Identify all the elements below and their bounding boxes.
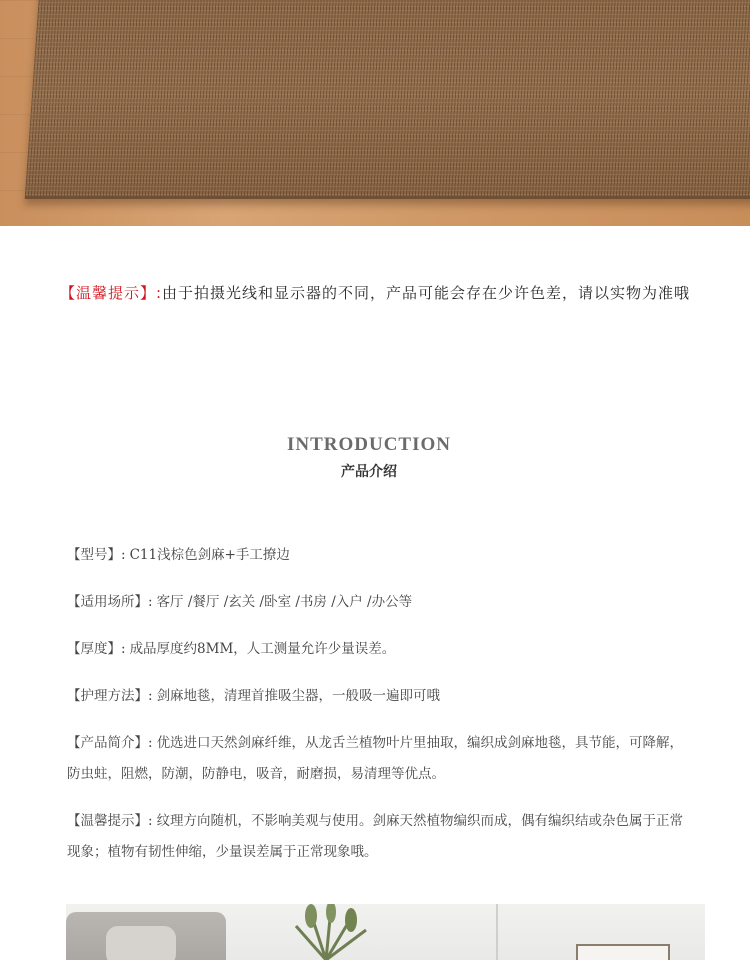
spec-value: 纹理方向随机，不影响美观与使用。剑麻天然植物编织而成，偶有编织结或杂色属于正常现象；植物有韧性伸缩，少量误差属于正常现象哦。	[67, 813, 684, 860]
product-photo-rug	[0, 0, 750, 226]
spec-list	[67, 540, 687, 884]
spec-value: 客厅 /餐厅 /玄关 /卧室 /书房 /入户 /办公等	[156, 594, 413, 610]
intro-title-en: INTRODUCTION	[286, 434, 452, 455]
color-notice	[0, 282, 750, 303]
plant-icon	[271, 904, 381, 960]
spec-item-thickness	[67, 634, 687, 665]
spec-item-tips	[67, 806, 687, 868]
sisal-rug-image	[25, 0, 750, 199]
lamp-pole	[496, 904, 498, 960]
spec-item-description	[67, 728, 687, 790]
spec-item-usage	[67, 587, 687, 618]
spec-value: C11浅棕色剑麻+手工撩边	[129, 547, 290, 563]
room-scene-photo	[66, 904, 705, 960]
spec-item-care	[67, 681, 687, 712]
spec-key: 【适用场所】:	[67, 594, 153, 610]
spec-value: 优选进口天然剑麻纤维，从龙舌兰植物叶片里抽取，编织成剑麻地毯，具节能，可降解，防虫蛀，阻燃，防潮，防静电，吸音，耐磨损，易清理等优点。	[67, 735, 684, 782]
spec-item-model	[67, 540, 687, 571]
spec-key: 【型号】:	[67, 547, 126, 563]
spec-value: 剑麻地毯，清理首推吸尘器，一般吸一遍即可哦	[156, 688, 441, 704]
notice-text: 由于拍摄光线和显示器的不同，产品可能会存在少许色差，请以实物为准哦	[162, 284, 691, 302]
spec-value: 成品厚度约8MM，人工测量允许少量误差。	[129, 641, 396, 657]
picture-frame	[576, 944, 670, 960]
intro-title-cn: 产品介绍	[341, 464, 397, 480]
pillow-image	[106, 926, 176, 960]
spec-key: 【产品简介】:	[67, 735, 153, 751]
spec-key: 【温馨提示】:	[67, 813, 153, 829]
spec-key: 【厚度】:	[67, 641, 126, 657]
notice-tag: 【温馨提示】:	[59, 284, 163, 302]
spec-key: 【护理方法】:	[67, 688, 153, 704]
